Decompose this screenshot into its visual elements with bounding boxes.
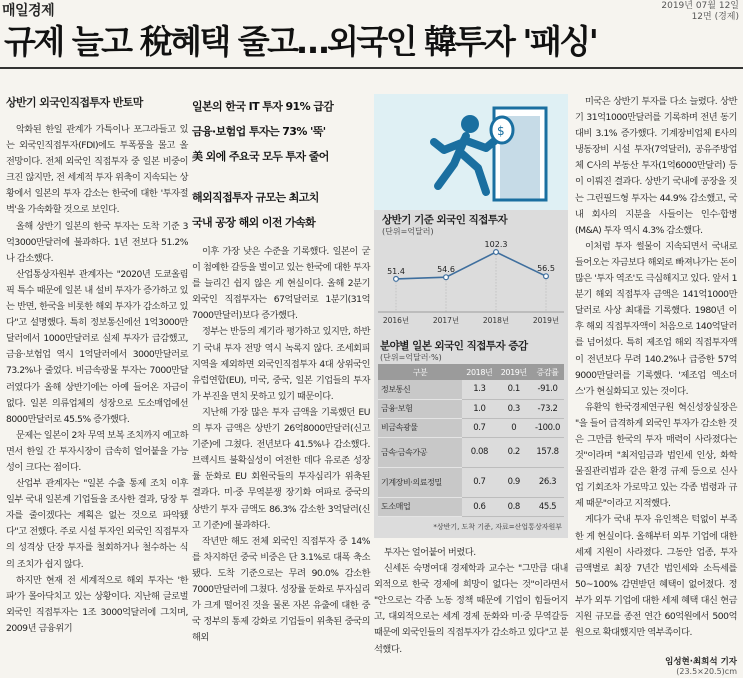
paragraph: 게다가 국내 투자 유인책은 턱없이 부족한 게 현실이다. 올해부터 외투 기업에 대한 세제 지원이 사라졌다. 그동안 업종, 투자 금액별로 최장 7년간 법인세와 소득세를 50~100% 감면받던 혜택이 없어졌다. 정부가 외투 기업에 대한 세제 혜택 대신 현금 지원 규모를 종전 연간 60억원에서 500억원으로 확대했지만 역부족이다. (575, 514, 737, 639)
section-headline: 해외직접투자 규모는 최고치 (192, 191, 319, 204)
byline: 임성현·최희석 기자 (665, 657, 737, 667)
article-size: (23.5×20.5)cm (676, 667, 737, 676)
x-tick-label: 2016년 (382, 316, 410, 325)
infographic-box (374, 94, 568, 538)
headline: 규제 늘고 稅혜택 줄고…외국인 韓투자 '패싱' (4, 22, 597, 61)
change-rate: -73.2 (531, 399, 564, 418)
value-2019: 0 (497, 418, 531, 437)
table-unit: (단위=억달러·%) (380, 353, 442, 362)
headline-rule (0, 67, 743, 69)
value-2019: 0.3 (497, 399, 531, 418)
table-row (378, 418, 564, 437)
data-point (544, 274, 549, 279)
change-rate: -100.0 (531, 418, 564, 437)
chart-unit: (단위=억달러) (382, 227, 434, 236)
data-label: 54.6 (437, 265, 455, 275)
data-point (494, 250, 499, 255)
fdi-line-chart (374, 234, 568, 330)
data-label: 102.3 (484, 240, 508, 250)
section-headline: 일본의 한국 IT 투자 91% 급감 (192, 100, 334, 113)
column-header: 2019년 (497, 364, 531, 380)
data-point (444, 275, 449, 280)
change-rate: 45.5 (531, 497, 564, 516)
column-header: 구분 (378, 364, 462, 380)
data-label: 51.4 (387, 266, 405, 276)
change-rate: 26.3 (531, 467, 564, 497)
row-label: 도소매업 (378, 497, 462, 516)
value-2019: 0.9 (497, 467, 531, 497)
change-rate: -91.0 (531, 380, 564, 399)
x-tick-label: 2018년 (482, 316, 510, 325)
paragraph: 산업통상자원부 관계자는 "2020년 도쿄올림픽 특수 때문에 일본 내 설비 투자가 증가하고 있는 반면, 한국을 비롯한 해외 투자가 감소하고 있다"고 설명했다. 특히 정보통신에선 1억3000만달러에서 1000만달러로 실제 투자가 급감했고, 금융·보험업 역시 1억달러에서 3000만달러로 73.2%나 줄었다. 비금속광물 투자는 7000만달러였다가 올해 상반기에는 아예 들어온 자금이 없다. 일본 의류업체의 성장으로 도소매업에선 8000만달러로 45.5% 증가했다. (6, 268, 188, 425)
x-tick-label: 2017년 (432, 316, 460, 325)
chart-title: 상반기 기준 외국인 직접투자 (382, 214, 508, 226)
japan-fdi-table (378, 364, 564, 517)
article-column-3 (374, 545, 568, 658)
table-row (378, 497, 564, 516)
subheadline: 상반기 외국인직접투자 반토막 (6, 96, 143, 109)
series-line (396, 252, 546, 279)
column-header: 증감률 (531, 364, 564, 380)
paragraph: 유환익 한국경제연구원 혁신성장실장은 "을 들어 급격하게 외국인 투자가 감소한 것은 그만큼 한국의 투자 매력이 사라졌다는 것"이라며 "최저임금과 법인세 인상, 화학물질관리법과 같은 환경 규제 등으로 신사업 기회조차 가로막고 있는 각종 법령과 규제 때문"이라고 지적했다. (575, 401, 737, 510)
value-2018: 0.7 (462, 467, 496, 497)
svg-text:$: $ (497, 124, 505, 138)
row-label: 기계장비·의료정밀 (378, 467, 462, 497)
value-2018: 1.0 (462, 399, 496, 418)
section-headline: 美 외에 주요국 모두 투자 줄어 (192, 150, 329, 163)
paragraph: 지난해 가장 많은 투자 금액을 기록했던 EU의 투자 금액은 상반기 26억8000만달러(신고 기준)에 그쳤다. 전년보다 41.5%나 감소했다. 브렉시트 불확실성이 여전한 데다 유로존 성장률 둔화로 EU 회원국들의 투자심리가 위축된 결과다. 미·중 무역분쟁 장기화 여파로 중국의 상반기 투자 금액도 86.3% 감소한 3억달러(신고 기준)에 불과하다. (192, 406, 370, 531)
paragraph: 올해 상반기 일본의 한국 투자는 도착 기준 3억3000만달러에 불과하다. 1년 전보다 51.2%나 감소했다. (6, 220, 188, 264)
table-title: 분야별 일본 외국인 직접투자 증감 (380, 340, 528, 352)
source-note: *상반기, 도착 기준, 자료=산업통상자원부 (433, 523, 562, 531)
paragraph: 작년만 해도 전체 외국인 직접투자 중 14%를 차지하던 중국 비중은 단 3.1%로 대폭 축소됐다. 도착 기준으로는 무려 90.0% 감소한 7000만달러에 그쳤다. 성장률 둔화로 투자심리가 크게 떨어진 것을 물론 자본 유출에 대한 중국 정부의 통제 강화로 기업들이 위축된 중국의 해외 (192, 535, 370, 644)
x-tick-label: 2019년 (532, 316, 560, 325)
paragraph: 악화된 한일 관계가 가특이나 포그라들고 있는 외국인직접투자(FDI)에도 투폭풍을 몰고 올 전망이다. 전체 외국인 직접투자 중 일본 비중이 크진 않지만, 전 세계적 투자 위축이 지속되는 상황에서 일본의 투자 감소는 한국에 대한 '투자절벽'을 가속화할 것으로 보인다. (6, 124, 188, 216)
article-column-1 (6, 122, 188, 637)
page-section: 12면 (경제) (691, 12, 739, 22)
value-2018: 1.3 (462, 380, 496, 399)
article-column-4 (575, 94, 737, 641)
table-row (378, 437, 564, 467)
row-label: 비금속광물 (378, 418, 462, 437)
publish-date: 2019년 07월 12일 (661, 1, 739, 11)
value-2019: 0.1 (497, 380, 531, 399)
row-label: 정보통신 (378, 380, 462, 399)
value-2019: 0.2 (497, 437, 531, 467)
data-point (394, 276, 399, 281)
paragraph: 산업부 관계자는 "일본 수출 통제 조치 이후 일부 국내 일본계 기업들을 조사한 결과, 당장 투자를 줄이겠다는 계획은 없는 것으로 파악됐다"고 전했다. 주로 시설 투자인 외국인 직접투자의 성격상 단장 투자를 철회하거나 철수하는 식의 조치가 쉽지 않다. (6, 478, 188, 570)
data-label: 56.5 (537, 264, 555, 274)
paragraph: 문제는 일본이 2차 무역 보복 조치까지 예고하면서 한일 간 투자시장이 급속히 얼어붙을 가능성이 크다는 점이다. (6, 429, 188, 473)
section-headline: 국내 공장 해외 이전 가속화 (192, 216, 316, 229)
value-2018: 0.08 (462, 437, 496, 467)
table-row (378, 467, 564, 497)
table-row (378, 380, 564, 399)
spacer (192, 169, 370, 185)
paragraph: 하지만 현재 전 세계적으로 해외 투자는 '한파'가 몰아닥치고 있는 상황이다. 지난해 글로벌 외국인 직접투자는 1조 3000억달러에 그치며, 2009년 금융위기 (6, 574, 188, 634)
masthead: 매일경제 (2, 3, 55, 19)
section-headlines (192, 94, 370, 235)
paragraph: 투자는 얼어붙어 버렸다. (384, 547, 476, 558)
paragraph: 이후 가장 낮은 수준을 기록했다. 일본이 굳이 첨예한 갈등을 벌이고 있는 한국에 대한 투자를 늘리긴 쉽지 않은 게 현실이다. 올해 2분기 외국인 직접투자는 67억달러로 1분기(31억7000만달러)보다 증가했다. (192, 246, 370, 322)
paragraph: 미국은 상반기 투자를 다소 늘렸다. 상반기 31억1000만달러를 기록하며 전년 동기 대비 3.1% 증가했다. 기계장비업체 E사의 냉동장비 시설 투자(7억달러), 공유주방업체 C사의 부동산 투자(1억6000만달러) 등이 이뤄진 결과다. 상반기 국내에 공장을 짓는 그린필드형 투자는 44.9% 감소했고, 국내 회사의 지분을 사들이는 인수·합병(M&A) 투자 역시 4.3% 감소했다. (575, 96, 737, 236)
change-rate: 157.8 (531, 437, 564, 467)
row-label: 금속·금속가공 (378, 437, 462, 467)
column-header: 2018년 (462, 364, 496, 380)
article-column-2 (192, 244, 370, 646)
paragraph: 신세돈 숙명여대 경제학과 교수는 "그만큼 대내외적으로 한국 경제에 희망이 없다는 것"이라면서 "안으로는 각종 노동 정책 때문에 기업이 힘들어지고, 대외적으로는 세계 경제 둔화와 미·중 무역갈등 때문에 외국인들의 직접투자가 감소하고 있다"고 분석했다. (374, 563, 568, 655)
table-header-row (378, 364, 564, 380)
value-2018: 0.6 (462, 497, 496, 516)
table-row (378, 399, 564, 418)
row-label: 금융·보험 (378, 399, 462, 418)
value-2019: 0.8 (497, 497, 531, 516)
exit-illustration-icon (374, 94, 568, 210)
value-2018: 0.7 (462, 418, 496, 437)
running-man-illustration (374, 94, 568, 210)
section-headline: 금융·보험업 투자는 73% '뚝' (192, 125, 326, 138)
paragraph: 이처럼 투자 썰물이 지속되면서 국내로 들어오는 자금보다 해외로 빠져나가는 돈이 많은 '투자 역조'도 극심해지고 있다. 앞서 1분기 해외 직접투자 금액은 141억1000만달러로 사상 최대를 기록했다. 1980년 이후 해외 직접투자액이 처음으로 140억달러를 넘어섰다. 특히 제조업 해외 직접투자액이 전년보다 무려 140.2%나 급증한 57억9000만달러를 기록했다. '제조업 엑소더스'가 현실화되고 있는 것이다. (575, 240, 737, 397)
paragraph: 정부는 반등의 계기라 평가하고 있지만, 하반기 국내 투자 전망 역시 녹록지 않다. 조세회피지역을 제외하면 외국인직접투자 4대 상위국인 유럽연합(EU), 미국, 중국, 일본 기업들의 투자가 부진을 면치 못하고 있기 때문이다. (192, 326, 370, 402)
